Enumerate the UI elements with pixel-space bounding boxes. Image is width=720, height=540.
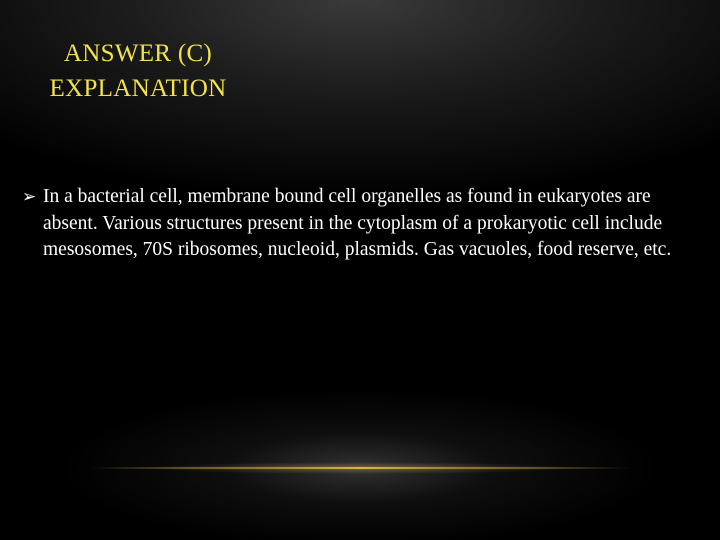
arrowhead-bullet-icon: ➢	[22, 187, 37, 207]
bullet-text: In a bacterial cell, membrane bound cell organelles as found in eukaryotes are absent. Various structures present in the cytoplasm of a prokaryotic cell include mesosomes, 70S ribosomes, nucleoid, plasmids. Gas vacuoles, food reserve, etc.	[43, 186, 672, 260]
slide-title	[0, 36, 276, 106]
title-line-2: EXPLANATION	[49, 75, 227, 102]
bullet-item	[22, 184, 692, 264]
title-line-1: ANSWER (C)	[63, 40, 213, 67]
floor-glow-decoration	[0, 380, 720, 540]
floor-line-decoration	[90, 467, 630, 469]
slide-content	[22, 184, 692, 264]
